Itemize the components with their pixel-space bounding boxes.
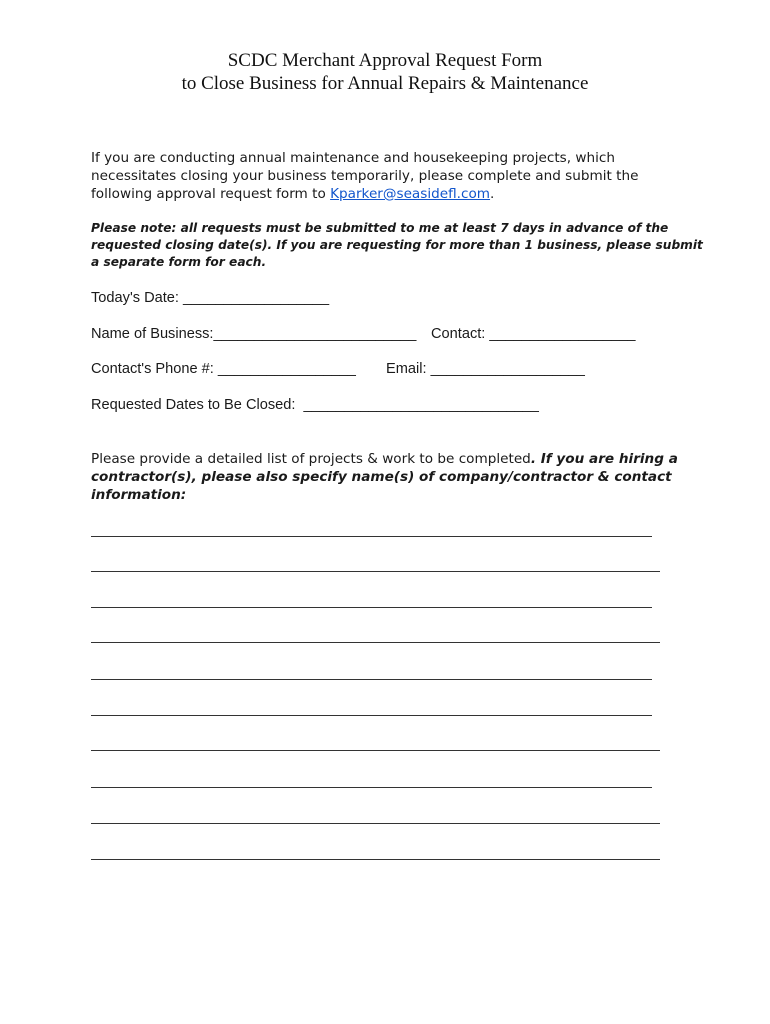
note-line-3: a separate form for each. bbox=[91, 255, 267, 269]
phone-row bbox=[91, 360, 585, 378]
form-subtitle: to Close Business for Annual Repairs & Maintenance bbox=[181, 73, 589, 94]
intro-line-3 bbox=[91, 185, 691, 203]
todays-date-field[interactable] bbox=[91, 289, 329, 307]
project-write-line[interactable] bbox=[91, 571, 660, 572]
project-write-line[interactable] bbox=[91, 859, 660, 860]
requested-dates-field[interactable] bbox=[91, 396, 539, 414]
project-write-line[interactable] bbox=[91, 679, 652, 680]
email-link[interactable]: Kparker@seasidefl.com bbox=[330, 186, 491, 202]
projects-instructions bbox=[91, 450, 691, 504]
requested-dates-label: Requested Dates to Be Closed: _____________________________ bbox=[91, 397, 539, 413]
project-write-line[interactable] bbox=[91, 823, 660, 824]
project-write-line[interactable] bbox=[91, 787, 652, 788]
contact-field[interactable]: Contact: __________________ bbox=[431, 326, 636, 342]
project-write-line[interactable] bbox=[91, 536, 652, 537]
business-name-field[interactable]: Name of Business:_________________________ bbox=[91, 326, 417, 342]
business-row bbox=[91, 325, 636, 343]
phone-field[interactable]: Contact's Phone #: _________________ bbox=[91, 361, 356, 377]
note-line-2: requested closing date(s). If you are requesting for more than 1 business, please submit bbox=[91, 238, 703, 252]
email-field[interactable]: Email: ___________________ bbox=[386, 361, 585, 377]
please-note bbox=[91, 220, 703, 271]
projects-line-1-bold: . If you are hiring a bbox=[530, 451, 678, 467]
project-write-line[interactable] bbox=[91, 715, 652, 716]
projects-line-3: information: bbox=[91, 487, 187, 503]
project-write-line[interactable] bbox=[91, 607, 652, 608]
note-line-1: Please note: all requests must be submitted to me at least 7 days in advance of the bbox=[91, 221, 669, 235]
todays-date-label: Today's Date: __________________ bbox=[91, 290, 330, 306]
intro-line-3-suffix: . bbox=[490, 186, 495, 202]
projects-line-1 bbox=[91, 450, 691, 468]
project-write-line[interactable] bbox=[91, 642, 660, 643]
form-title: SCDC Merchant Approval Request Form bbox=[227, 50, 543, 71]
project-write-line[interactable] bbox=[91, 750, 660, 751]
intro-line-1: If you are conducting annual maintenance and housekeeping projects, which bbox=[91, 150, 615, 166]
intro-paragraph bbox=[91, 149, 691, 203]
intro-line-2: necessitates closing your business temporarily, please complete and submit the bbox=[91, 168, 639, 184]
projects-line-2: contractor(s), please also specify name(s) of company/contractor & contact bbox=[91, 469, 672, 485]
intro-line-3-prefix: following approval request form to bbox=[91, 186, 331, 202]
projects-line-1-normal: Please provide a detailed list of projects & work to be completed bbox=[91, 451, 531, 467]
